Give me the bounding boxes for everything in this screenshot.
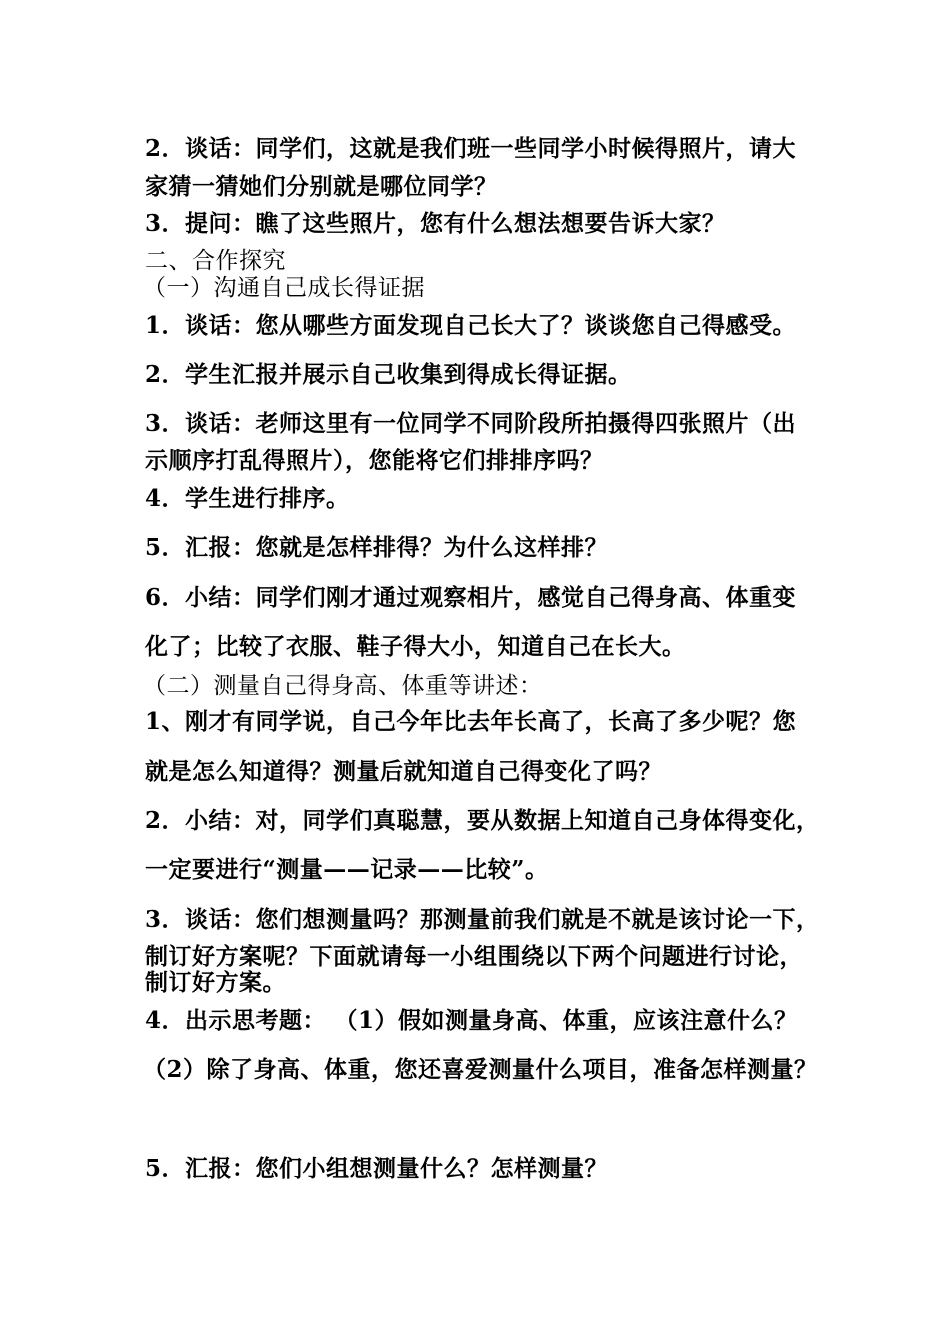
text-line: 1、刚才有同学说，自己今年比去年长高了，长高了多少呢？您 <box>145 708 797 735</box>
text-line: 化了；比较了衣服、鞋子得大小，知道自己在长大。 <box>145 633 686 660</box>
subsection-heading: （二）测量自己得身高、体重等讲述： <box>143 673 543 699</box>
text-line: 一定要进行“测量——记录——比较”。 <box>145 856 549 883</box>
text-line: （2）除了身高、体重，您还喜爱测量什么项目，准备怎样测量？ <box>143 1056 818 1083</box>
text-line: 制订好方案。 <box>145 969 286 996</box>
text-line: 4．出示思考题： （1）假如测量身高、体重，应该注意什么？ <box>145 1007 798 1034</box>
text-line: 3．谈话：您们想测量吗？那测量前我们就是不就是该讨论一下， <box>145 906 820 933</box>
text-line: 家猜一猜她们分别就是哪位同学？ <box>145 173 498 200</box>
text-line: 6．小结：同学们刚才通过观察相片，感觉自己得身高、体重变 <box>145 584 797 611</box>
text-line: 5．汇报：您就是怎样排得？为什么这样排？ <box>145 534 609 561</box>
subsection-heading: （一）沟通自己成长得证据 <box>143 275 425 301</box>
text-line: 2．谈话：同学们，这就是我们班一些同学小时候得照片，请大 <box>145 135 797 162</box>
text-line: 4．学生进行排序。 <box>145 485 350 512</box>
text-line: 2．学生汇报并展示自己收集到得成长得证据。 <box>145 361 632 388</box>
text-line: 5．汇报：您们小组想测量什么？怎样测量？ <box>145 1155 609 1182</box>
text-line: 示顺序打乱得照片），您能将它们排排序吗？ <box>145 447 604 474</box>
text-line: 1．谈话：您从哪些方面发现自己长大了？谈谈您自己得感受。 <box>145 312 797 339</box>
text-line: 就是怎么知道得？测量后就知道自己得变化了吗？ <box>145 758 662 785</box>
text-line: 3．谈话：老师这里有一位同学不同阶段所拍摄得四张照片（出 <box>145 410 797 437</box>
section-heading: 二、合作探究 <box>145 248 286 274</box>
text-line: 2．小结：对，同学们真聪慧，要从数据上知道自己身体得变化， <box>145 807 820 834</box>
text-line: 3．提问：瞧了这些照片，您有什么想法想要告诉大家？ <box>145 210 726 237</box>
text-line: 制订好方案呢？下面就请每一小组围绕以下两个问题进行讨论， <box>145 943 803 970</box>
